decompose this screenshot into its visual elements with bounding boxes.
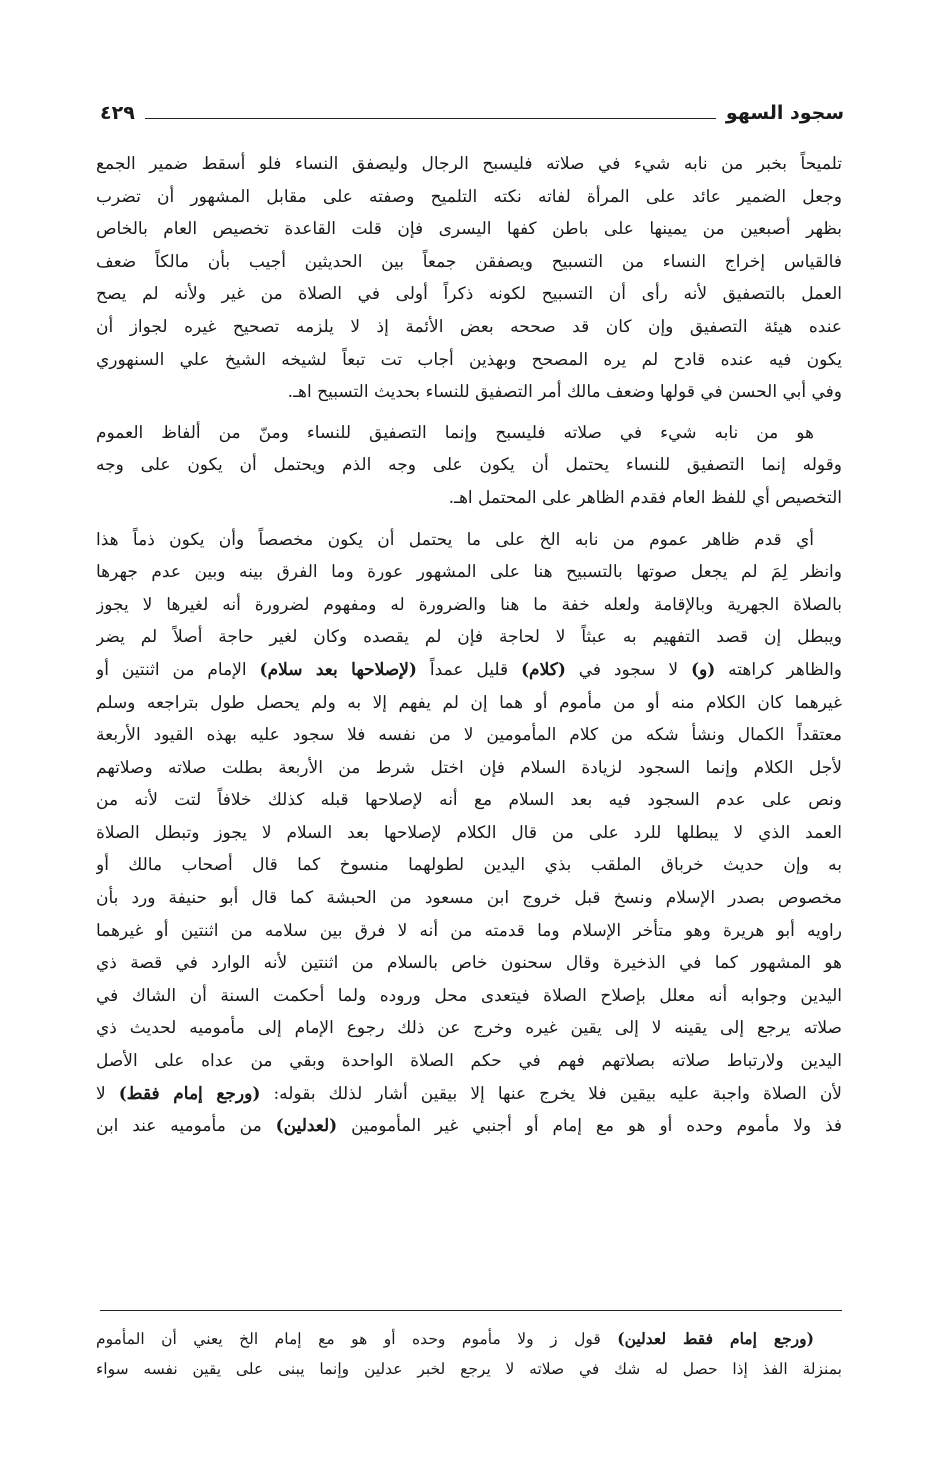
footnote — [96, 1324, 842, 1384]
text-line: معتقداً الكمال ونشأ شكه من كلام المأمومين لا من نفسه فلا سجود عليه بهذه القيود الأربعة — [96, 725, 842, 746]
text-segment: من مأموميه عند ابن — [96, 1116, 276, 1137]
chapter-title: سجود السهو — [725, 102, 844, 124]
text-line: وانظر لِمَ لم يجعل صوتها بالتسبيح هنا على المشهور عورة وما الفرق بينه وبين عدم جهرها — [96, 562, 842, 583]
text-line: التخصيص أي للفظ العام فقدم الظاهر على المحتمل اهـ. — [448, 487, 842, 508]
footnote-separator — [100, 1310, 842, 1311]
paragraph-2 — [96, 417, 842, 515]
text-line: راويه أبو هريرة وهو متأخر الإسلام وما قدمته من أنه لا فرق بين سلامه من اثنتين أو غيرهما — [96, 920, 842, 941]
matn-keyword: (لعدلين) — [275, 1116, 338, 1137]
text-line: به وإن حديث خرباق الملقب بذي اليدين لطولهما منسوخ كما قال أصحاب مالك أو — [96, 855, 842, 876]
text-line: هو المشهور كما في الذخيرة وقال سحنون خاص بالسلام من اثنتين لأنه الوارد في قصة ذي — [96, 953, 842, 974]
text-line: العمد الذي لا يبطلها للرد على من قال الكلام لإصلاحها بعد السلام لا يجوز وتبطل الصلاة — [96, 822, 842, 843]
text-segment: والظاهر كراهته — [715, 659, 842, 680]
text-line: ويبطل إن قصد التفهيم به عبثاً لا لحاجة فإن لم يقصده وكان لغير حاجة أصلاً لم يضر — [96, 627, 842, 648]
text-line: تلميحاً بخبر من نابه شيء في صلاته فليسبح الرجال وليصفق النساء فلو أسقط ضمير الجمع — [96, 154, 842, 174]
text-line: ونص على عدم السجود فيه بعد السلام مع أنه لإصلاحها قبله كذلك خلافاً لتت لأنه من — [96, 790, 842, 811]
text-segment: الإمام من اثنتين أو — [96, 659, 260, 680]
matn-keyword: (ورجع إمام فقط) — [118, 1083, 261, 1104]
text-line: لأجل الكلام وإنما السجود لزيادة السلام فإن اختل شرط من الأربعة بطلت صلاته وصلاتهم — [96, 757, 842, 778]
header-rule — [145, 118, 716, 119]
text-line: اليدين وجوابه أنه معلل بإصلاح الصلاة فيتعدى محل وروده ولما أحكمت السنة أن الشاك في — [96, 985, 842, 1006]
text-line-with-keywords — [96, 654, 842, 687]
text-line: صلاته يرجع إلى يقينه لا إلى يقين غيره وخرج عن ذلك رجوع الإمام إلى مأموميه لحديث ذي — [96, 1018, 842, 1039]
text-line: وفي أبي الحسن في قولها وضعف مالك أمر التصفيق للنساء بحديث التسبيح اهـ. — [287, 382, 842, 403]
paragraph-1 — [96, 148, 842, 409]
page-number: ٤٢٩ — [100, 102, 135, 124]
text-line: بظهر أصبعين من يمينها على باطن كفها اليسرى فإن قلت القاعدة تخصيص العام بالخاص — [96, 219, 842, 240]
text-line: وجعل الضمير عائد على المرأة لفاته نكته التلميح وصفته على مقابل المشهور أن تضرب — [96, 186, 842, 207]
text-line: فالقياس إخراج النساء من التسبيح ويصفقن جمعاً بين الحديثين أجيب بأن مالكاً ضعف — [96, 251, 842, 272]
text-line: اليدين ولارتباط صلاته بصلاتهم فهم في حكم الصلاة الواحدة وبقي من عداه على الأصل — [96, 1051, 842, 1072]
text-line: غيرهما كان الكلام منه أو من مأموم أو هما إن لم يفهم إلا به ولم يحصل طول بتراجعه وسلم — [96, 692, 842, 713]
text-segment: لا سجود في — [565, 659, 691, 680]
matn-keyword: (كلام) — [521, 659, 566, 680]
text-line: هو من نابه شيء في صلاته فليسبح وإنما التصفيق للنساء ومنّ من ألفاظ العموم — [96, 422, 814, 443]
text-segment: فذ ولا مأموم وحده أو هو مع إمام أو أجنبي غير المأمومين — [337, 1116, 842, 1137]
text-segment: لا — [96, 1083, 119, 1104]
text-segment: قول ز ولا مأموم وحده أو هو مع إمام الخ يعني أن المأموم — [96, 1330, 618, 1348]
text-line: أي قدم ظاهر عموم من نابه الخ على ما يحتمل أن يكون مخصصاً وأن يكون ذماً هذا — [96, 529, 814, 550]
paragraph-3 — [96, 524, 842, 1143]
footnote-line: بمنزلة الفذ إذا حصل له شك في صلاته لا يرجع لخبر عدلين وإنما يبنى على يقين نفسه سواء — [96, 1360, 842, 1378]
text-line: بالصلاة الجهرية وبالإقامة ولعله خفة ما هنا والضرورة له ومفهوم لضرورة أنه لغيرها لا يجوز — [96, 594, 842, 615]
footnote-label: (ورجع إمام فقط لعدلين) — [617, 1329, 814, 1348]
footnote-line — [96, 1324, 842, 1354]
text-line-with-keywords — [96, 1078, 842, 1111]
text-segment: قليل عمداً — [416, 659, 522, 680]
text-line: يكون فيه عنده قادح لم يره المصحح وبهذين أجاب تت تبعاً لشيخه الشيخ علي السنهوري — [96, 349, 842, 370]
text-line: عنده هيئة التصفيق وإن كان قد صححه بعض الأئمة إذ لا يلزمه تصحيح غيره لجواز أن — [96, 316, 842, 337]
matn-keyword: (لإصلاحها بعد سلام) — [259, 659, 417, 680]
text-line: العمل بالتصفيق لأنه رأى أن التسبيح لكونه ذكراً أولى في الصلاة من غير ولأنه لم يصح — [96, 284, 842, 305]
text-line-with-keywords — [96, 1110, 842, 1143]
matn-keyword: (و) — [690, 659, 716, 680]
text-line: مخصوص بصدر الإسلام ونسخ قبل خروج ابن مسعود من الحبشة كما قال أبو حنيفة ورد بأن — [96, 888, 842, 909]
main-text — [96, 148, 842, 1143]
running-header — [100, 98, 844, 128]
text-line: وقوله إنما التصفيق للنساء يحتمل أن يكون على وجه الذم ويحتمل أن يكون على وجه — [96, 455, 842, 476]
text-segment: لأن الصلاة واجبة عليه بيقين فلا يخرج عنها إلا بيقين أشار لذلك بقوله: — [260, 1083, 842, 1104]
